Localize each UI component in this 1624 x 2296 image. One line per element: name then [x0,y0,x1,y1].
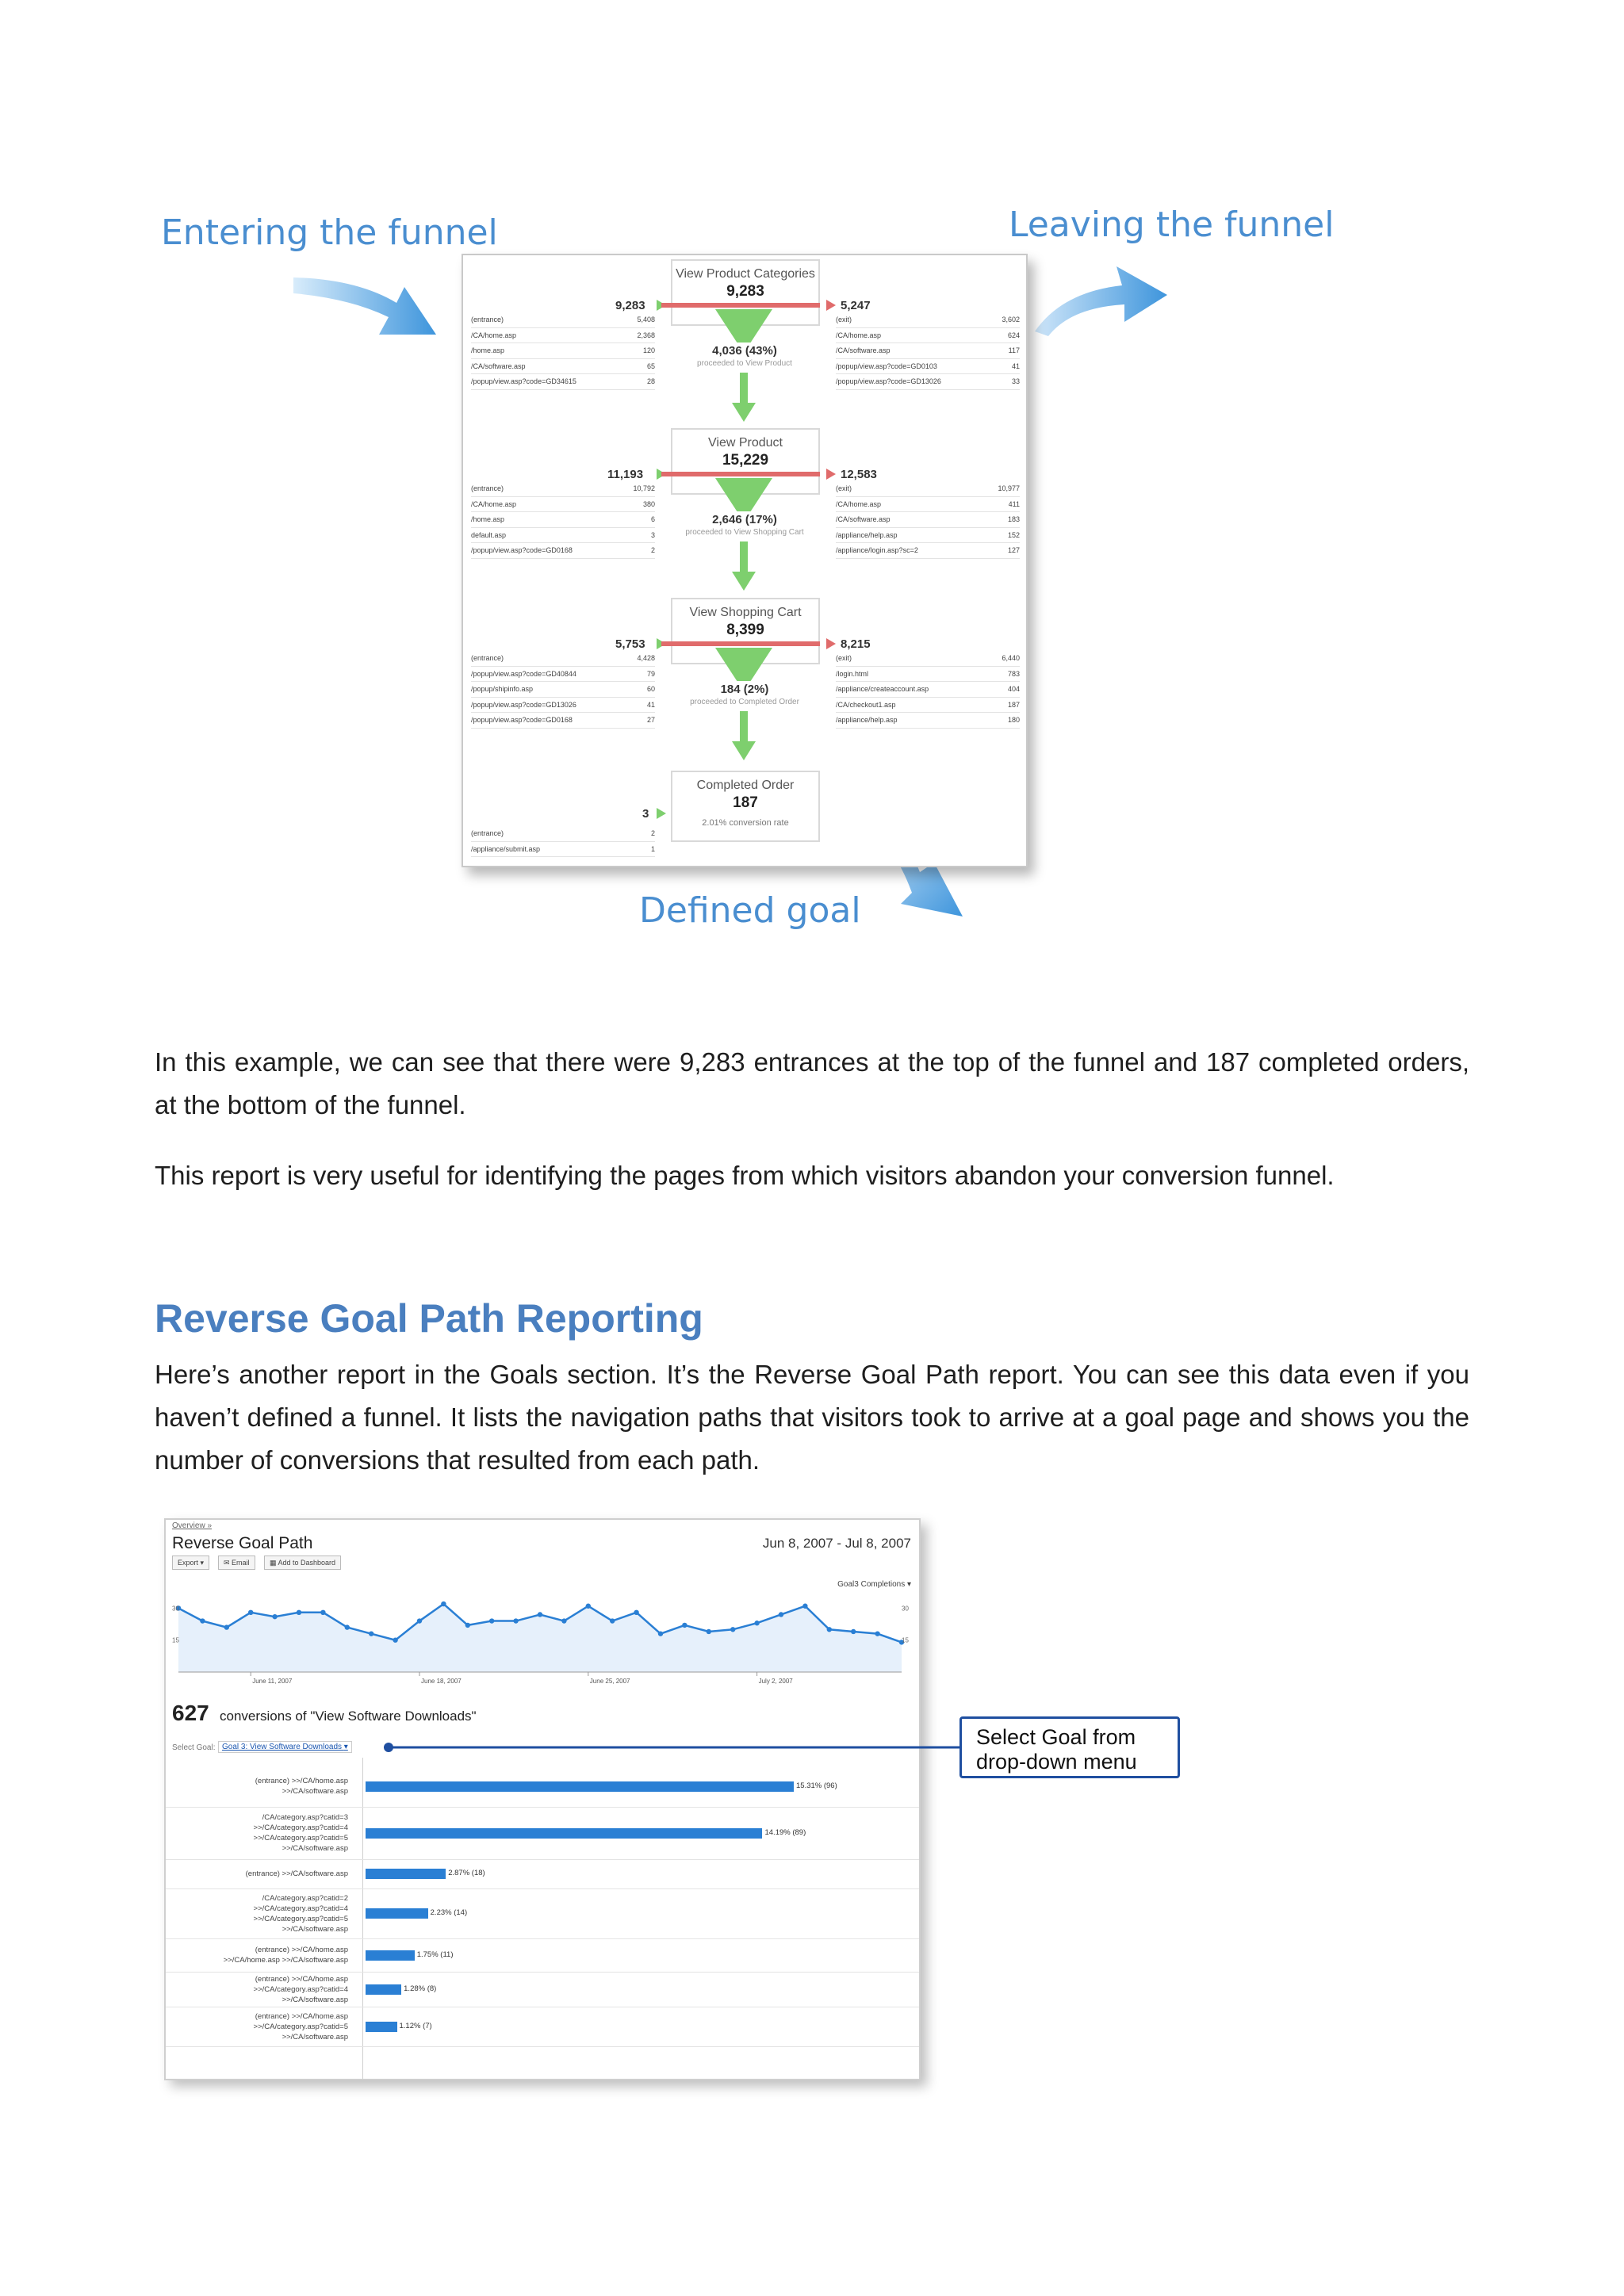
goal-path-value: 2.87% (18) [448,1869,485,1877]
data-point [634,1610,638,1615]
table-row: /popup/view.asp?code=GD0168 27 [471,713,655,729]
goal-path-label: /CA/category.asp?catid=3 >>/CA/category.asp?catid=4 >>/CA/category.asp?catid=5 >>/CA/software.asp [253,1813,348,1853]
conversion-count: 627 [172,1701,209,1725]
table-row: /appliance/help.asp 180 [836,713,1020,729]
breadcrumb[interactable]: Overview » [172,1521,213,1530]
select-goal-callout: Select Goal from drop-down menu [959,1716,1180,1778]
data-point [248,1610,253,1615]
exit-destinations-table [836,481,1020,559]
stage-value: 15,229 [722,452,769,469]
paragraph-funnel-summary: In this example, we can see that there were 9,283 entrances at the top of the funnel and 187 completed orders, at the bottom of the funnel. [155,1047,1469,1119]
goal-path-label: (entrance) >>/CA/home.asp >>/CA/home.asp >>/CA/software.asp [223,1946,348,1965]
table-row: /popup/shipinfo.asp 60 [471,682,655,698]
table-row: /popup/view.asp?code=GD40844 79 [471,667,655,683]
table-row: (entrance) 2 [471,826,655,842]
stage-value: 187 [733,794,758,811]
goal-select-dropdown[interactable] [218,1741,352,1753]
table-row: /CA/home.asp 2,368 [471,328,655,344]
table-row: /appliance/login.asp?sc=2 127 [836,543,1020,559]
exit-bar [661,472,820,476]
data-point [658,1631,663,1636]
funnel-taper [715,648,772,681]
stage-entering-count: 5,753 [615,637,645,651]
goal-path-bar [366,1781,794,1792]
table-row: /popup/view.asp?code=GD0103 41 [836,359,1020,375]
y-tick-label: 15 [172,1636,179,1644]
stage-entering-count: 9,283 [615,299,645,312]
goal-path-value: 1.75% (11) [416,1950,454,1959]
data-point [586,1604,591,1609]
conversion-rate: 2.01% conversion rate [702,818,789,828]
stage-name: View Shopping Cart [689,606,802,619]
table-row: (entrance) 5,408 [471,312,655,328]
goal-path-label: (entrance) >>/CA/home.asp >>/CA/software.asp [255,1777,348,1796]
x-tick-label: June 18, 2007 [421,1678,462,1685]
row-separator [166,1938,919,1939]
y-tick-label: 30 [902,1605,909,1613]
goal-path-bar [366,1828,762,1839]
goal-path-label: (entrance) >>/CA/home.asp >>/CA/category.asp?catid=4 >>/CA/software.asp [253,1974,348,2004]
report-title: Reverse Goal Path [172,1534,313,1552]
row-separator [166,1807,919,1808]
stage-entering-count: 11,193 [607,468,644,481]
table-row: (exit) 3,602 [836,312,1020,328]
x-tick-label: June 11, 2007 [252,1678,293,1685]
goal-path-bar [366,1950,415,1961]
leaving-funnel-callout: Leaving the funnel [1009,205,1335,245]
funnel-flow [740,711,748,743]
goal-path-label: (entrance) >>/CA/software.asp [245,1869,348,1878]
table-row: /home.asp 6 [471,512,655,528]
y-tick-label: 15 [902,1636,909,1644]
section-heading: Reverse Goal Path Reporting [155,1296,703,1341]
data-point [779,1612,783,1617]
goal-path-bar [366,1984,401,1995]
proceeded-text: proceeded to Completed Order [690,698,799,706]
data-point [345,1624,350,1629]
table-row: /CA/home.asp 624 [836,328,1020,344]
table-row: default.asp 3 [471,528,655,544]
data-point [610,1618,615,1623]
proceeded-value: 184 (2%) [720,683,769,696]
data-point [730,1627,735,1632]
entry-sources-table [471,312,655,390]
stage-exiting-count: 8,215 [841,637,871,651]
data-point [297,1610,301,1615]
data-point [513,1618,518,1623]
goal-path-value: 14.19% (89) [764,1827,806,1837]
goal-path-value: 15.31% (96) [796,1781,837,1790]
x-tick-label: July 2, 2007 [758,1678,793,1685]
funnel-taper [715,309,772,342]
exit-bar [661,641,820,646]
data-point [200,1618,205,1623]
row-separator [166,1888,919,1889]
table-row: /CA/home.asp 380 [471,497,655,513]
goal-path-value: 1.12% (7) [399,2021,432,2030]
table-row: (exit) 10,977 [836,481,1020,497]
goal-path-bar [366,1908,428,1919]
funnel-flow [740,541,748,573]
goal-path-bar [366,1869,446,1879]
data-point [465,1623,470,1628]
add-to-dashboard-button[interactable]: ▦ Add to Dashboard [264,1556,341,1570]
data-point [827,1627,832,1632]
paragraph-reverse-goal-path: Here’s another report in the Goals section. It’s the Reverse Goal Path report. You can see this data even if you haven’t defined a funnel. It lists the navigation paths that visitors took to arrive at a goal page and shows you the number of conversions that resulted from each path. [155,1360,1469,1475]
email-button[interactable]: ✉ Email [218,1556,255,1570]
data-point [489,1618,494,1623]
stage-box-completed-order [671,771,820,842]
conversion-goal-text: conversions of "View Software Downloads" [220,1709,477,1724]
table-row: /appliance/submit.asp 1 [471,842,655,858]
proceeded-value: 2,646 (17%) [712,513,777,526]
data-point [682,1623,687,1628]
table-row: /appliance/help.asp 152 [836,528,1020,544]
goal-path-label: /CA/category.asp?catid=2 >>/CA/category.asp?catid=4 >>/CA/category.asp?catid=5 >>/CA/software.asp [253,1893,348,1934]
defined-goal-callout: Defined goal [639,890,861,931]
table-row: /login.html 783 [836,667,1020,683]
table-row: /CA/home.asp 411 [836,497,1020,513]
data-point [851,1629,856,1634]
data-point [875,1631,879,1636]
table-row: (entrance) 4,428 [471,651,655,667]
table-row: /CA/software.asp 183 [836,512,1020,528]
table-divider [362,1758,363,2079]
goal-completions-chart [172,1593,911,1688]
paragraph-funnel-usefulness: This report is very useful for identifying the pages from which visitors abandon your conversion funnel. [155,1161,1335,1190]
goal-path-bar [366,2022,397,2032]
table-row: (entrance) 10,792 [471,481,655,497]
data-point [224,1624,229,1629]
proceeded-text: proceeded to View Product [697,359,792,368]
arrow-down-icon [732,741,756,760]
chevron-down-icon: ▾ [343,1743,348,1751]
y-tick-label: 30 [172,1605,179,1613]
exit-destinations-table [836,312,1020,390]
exiting-arrow-icon [826,638,836,649]
entering-arrow-icon [285,270,444,349]
arrow-down-icon [732,572,756,591]
data-point [393,1638,397,1643]
table-row: /popup/view.asp?code=GD13026 41 [471,698,655,714]
entering-funnel-callout: Entering the funnel [161,212,498,253]
data-point [561,1618,566,1623]
stage-exiting-count: 12,583 [841,468,877,481]
proceeded-value: 4,036 (43%) [712,344,777,358]
stage-value: 8,399 [726,622,764,638]
entering-arrow-icon [657,808,666,819]
row-separator [166,1972,919,1973]
data-point [441,1601,446,1606]
exiting-arrow-icon [826,469,836,480]
table-row: /CA/software.asp 65 [471,359,655,375]
table-row: /CA/checkout1.asp 187 [836,698,1020,714]
goal-path-value: 1.28% (8) [404,1984,437,1993]
proceeded-text: proceeded to View Shopping Cart [685,528,804,537]
entry-sources-table [471,651,655,729]
entry-sources-table [471,826,655,857]
stage-name: View Product [708,436,783,450]
exit-bar [661,303,820,308]
proceeded-info [671,513,818,537]
funnel-flow [740,373,748,404]
funnel-taper [715,478,772,511]
row-separator [166,2046,919,2047]
exiting-arrow-icon [826,300,836,311]
funnel-visualization [462,254,1028,867]
goal-path-value: 2.23% (14) [430,1908,468,1917]
leaving-arrow-icon [1031,252,1174,339]
data-point [417,1618,422,1623]
stage-value: 9,283 [726,283,764,300]
export-button[interactable]: Export ▾ [172,1556,209,1570]
date-range-picker[interactable]: Jun 8, 2007 - Jul 8, 2007 [762,1536,911,1551]
select-goal-label: Select Goal: [172,1743,216,1752]
table-row: /popup/view.asp?code=GD0168 2 [471,543,655,559]
stage-exiting-count: 5,247 [841,299,871,312]
data-point [754,1621,759,1625]
stage-name: View Product Categories [676,267,815,281]
table-row: /appliance/createaccount.asp 404 [836,682,1020,698]
reverse-goal-path-report [164,1518,921,2080]
table-row: /home.asp 120 [471,343,655,359]
proceeded-info [671,344,818,368]
stage-entering-count: 3 [642,807,649,821]
proceeded-info [671,683,818,706]
data-point [272,1614,277,1619]
exit-destinations-table [836,651,1020,729]
goal-select-value: Goal 3: View Software Downloads [222,1743,343,1751]
callout-connector [381,1736,967,1760]
entry-sources-table [471,481,655,559]
table-row: /popup/view.asp?code=GD34615 28 [471,374,655,390]
data-point [320,1610,325,1615]
table-row: /popup/view.asp?code=GD13026 33 [836,374,1020,390]
metric-selector[interactable]: Goal3 Completions ▾ [837,1580,911,1589]
stage-name: Completed Order [696,779,795,792]
data-point [707,1629,711,1634]
goal-path-label: (entrance) >>/CA/home.asp >>/CA/category.asp?catid=5 >>/CA/software.asp [253,2011,348,2042]
data-point [802,1604,807,1609]
x-tick-label: June 25, 2007 [589,1678,630,1685]
row-separator [166,1859,919,1860]
table-row: /CA/software.asp 117 [836,343,1020,359]
arrow-down-icon [732,403,756,422]
data-point [369,1631,373,1636]
table-row: (exit) 6,440 [836,651,1020,667]
data-point [538,1612,542,1617]
